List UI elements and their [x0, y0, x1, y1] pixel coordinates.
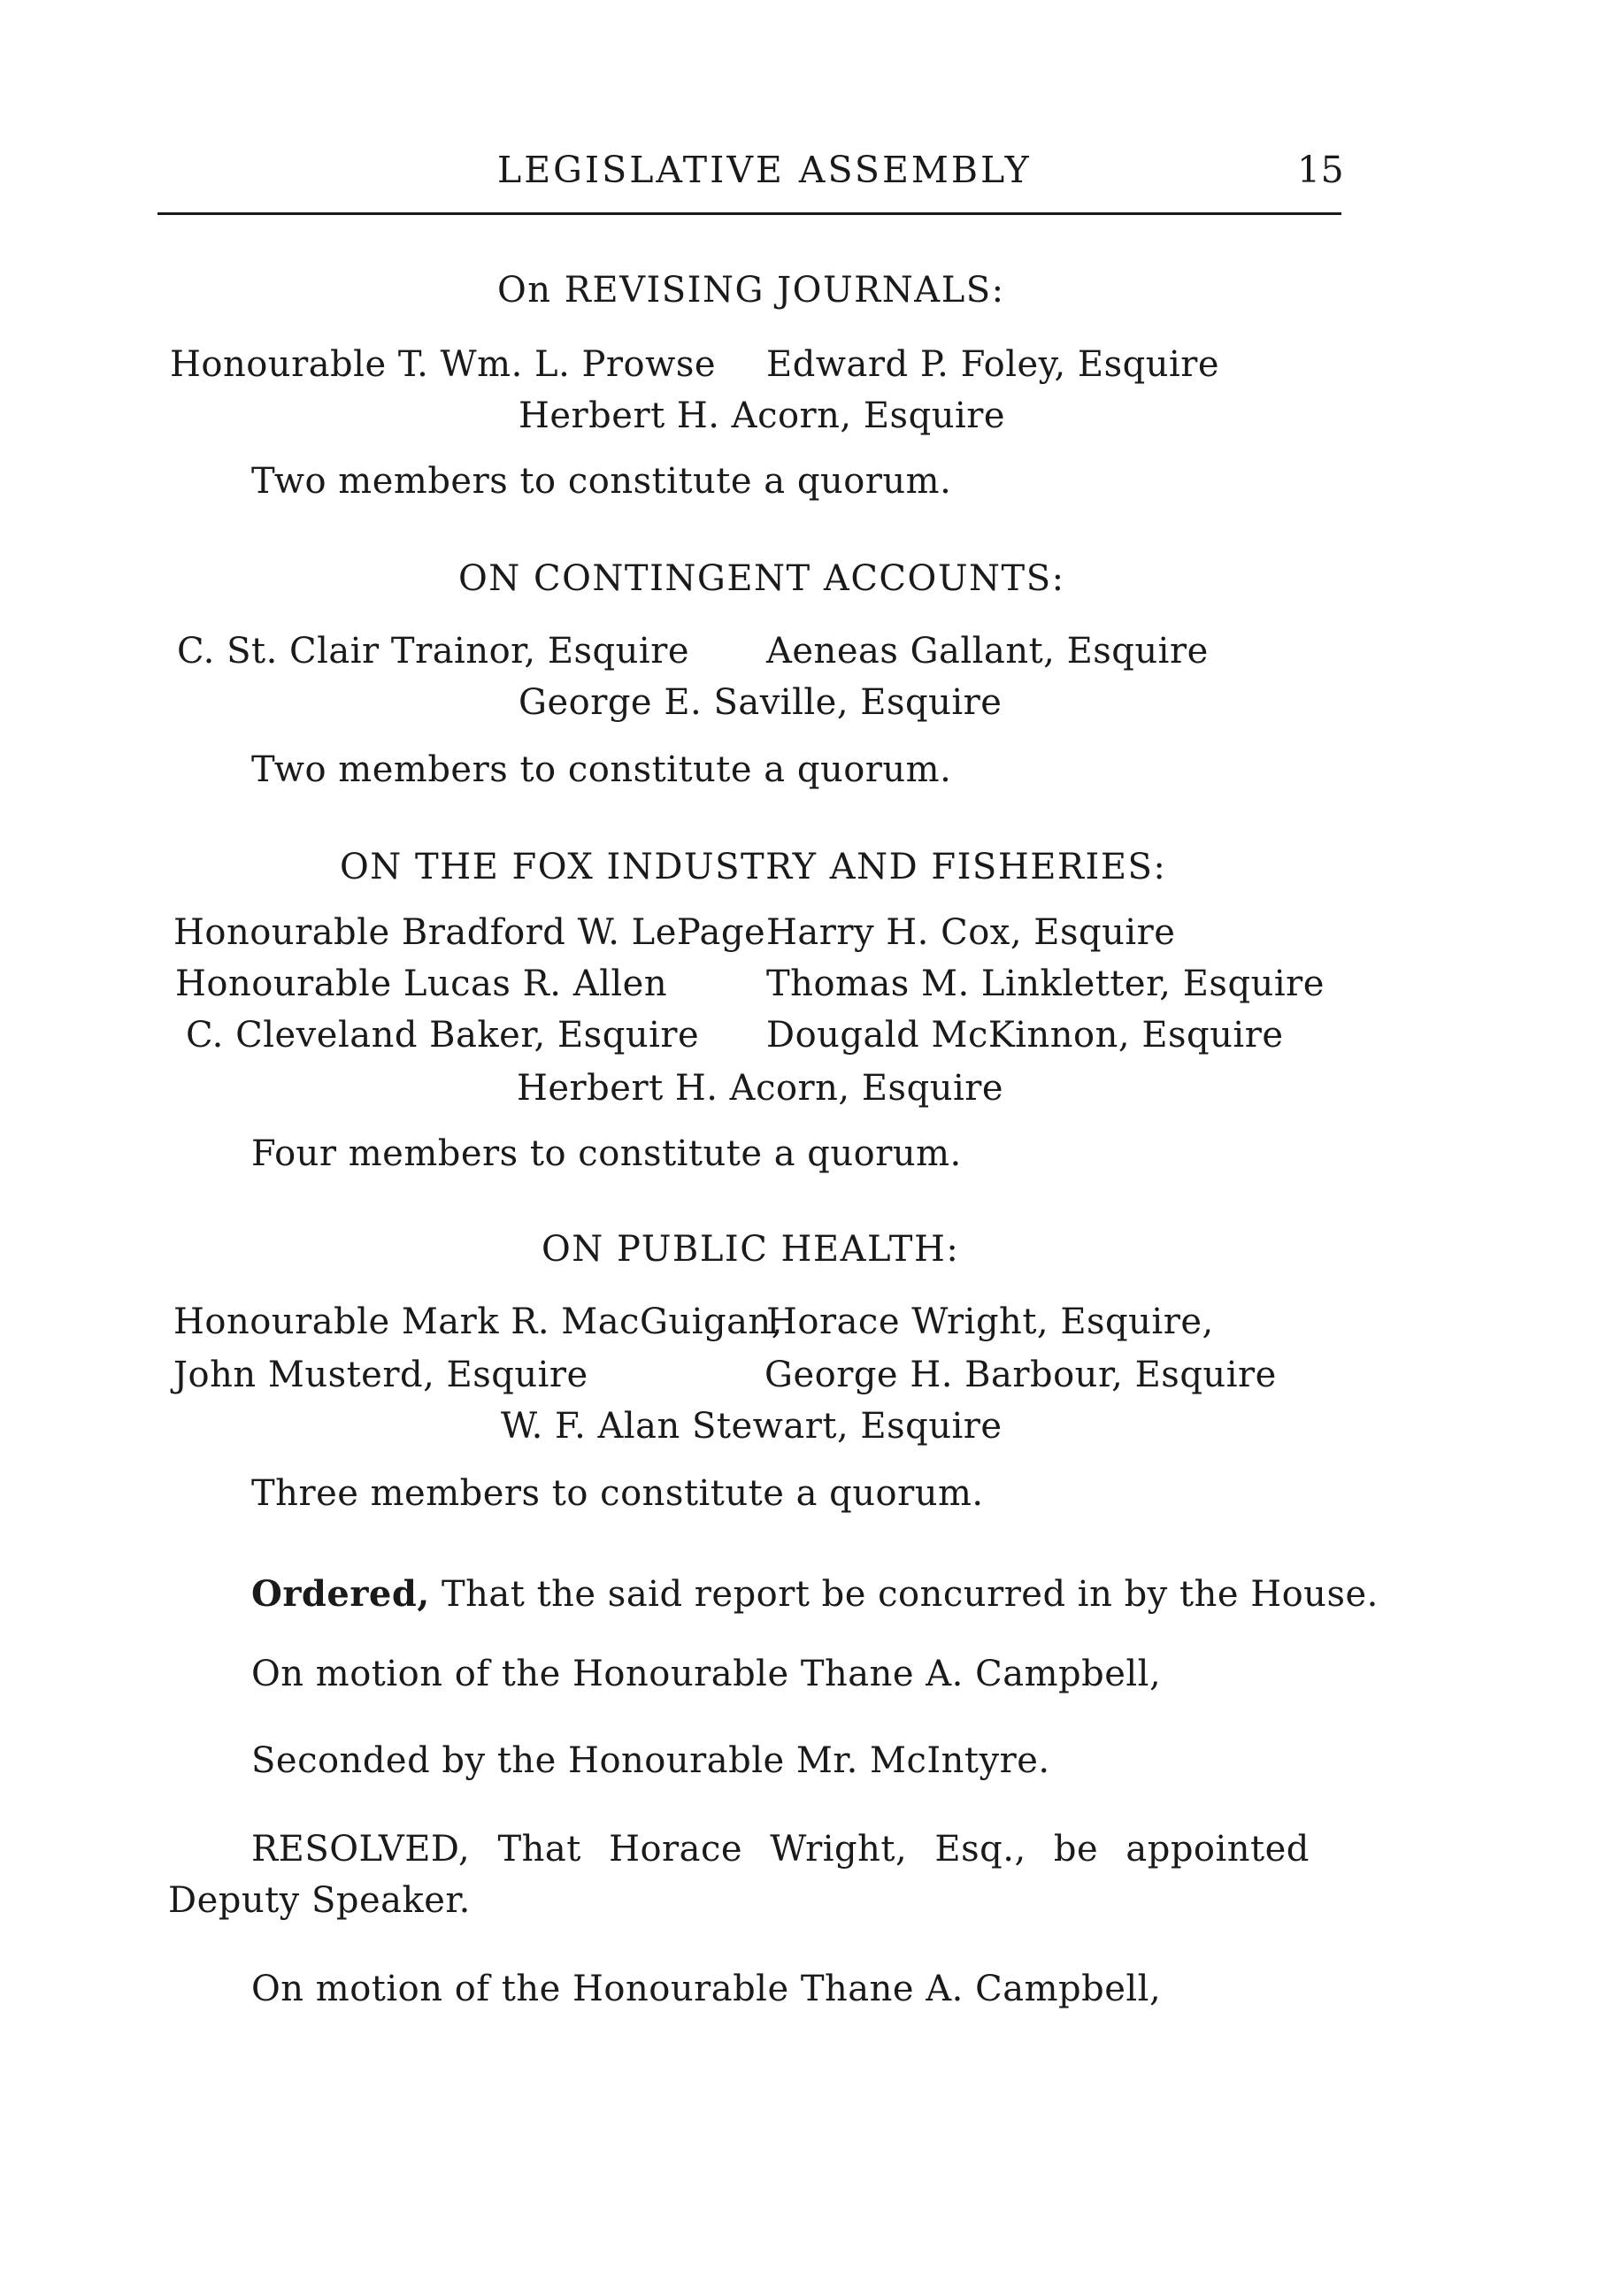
- member-name: Edward P. Foley, Esquire: [766, 344, 1220, 385]
- member-name: W. F. Alan Stewart, Esquire: [501, 1406, 1003, 1447]
- quorum-note: Two members to constitute a quorum.: [251, 749, 952, 790]
- member-name: Thomas M. Linkletter, Esquire: [766, 964, 1325, 1004]
- quorum-note: Three members to constitute a quorum.: [251, 1473, 984, 1514]
- member-name: C. St. Clair Trainor, Esquire: [177, 631, 690, 672]
- member-name: Dougald McKinnon, Esquire: [766, 1015, 1284, 1056]
- member-name: Horace Wright, Esquire,: [766, 1302, 1214, 1342]
- member-name: George E. Saville, Esquire: [519, 682, 1003, 723]
- member-name: Honourable Lucas R. Allen: [175, 964, 668, 1004]
- running-title: LEGISLATIVE ASSEMBLY: [497, 149, 1032, 191]
- member-name: Harry H. Cox, Esquire: [766, 912, 1176, 953]
- seconded-paragraph: Seconded by the Honourable Mr. McIntyre.: [251, 1740, 1050, 1781]
- resolved-paragraph-line-1: RESOLVED, That Horace Wright, Esq., be appointed: [251, 1829, 1310, 1870]
- quorum-note: Two members to constitute a quorum.: [251, 461, 952, 502]
- ordered-label: Ordered,: [251, 1573, 430, 1615]
- ordered-paragraph: [251, 1573, 1379, 1615]
- page-number: 15: [1297, 149, 1345, 191]
- resolved-paragraph-line-2: Deputy Speaker.: [168, 1880, 471, 1921]
- ordered-text: That the said report be concurred in by the House.: [441, 1574, 1379, 1615]
- member-name: George H. Barbour, Esquire: [764, 1355, 1277, 1395]
- member-name: Honourable Mark R. MacGuigan,: [173, 1302, 783, 1342]
- motion-paragraph: On motion of the Honourable Thane A. Campbell,: [251, 1654, 1162, 1694]
- member-name: C. Cleveland Baker, Esquire: [186, 1015, 700, 1056]
- member-name: Aeneas Gallant, Esquire: [766, 631, 1209, 672]
- member-name: Herbert H. Acorn, Esquire: [517, 1068, 1004, 1109]
- motion-paragraph: On motion of the Honourable Thane A. Campbell,: [251, 1969, 1162, 2009]
- quorum-note: Four members to constitute a quorum.: [251, 1133, 962, 1174]
- member-name: John Musterd, Esquire: [173, 1355, 588, 1395]
- committee-heading: On REVISING JOURNALS:: [497, 270, 1005, 311]
- header-rule: [157, 212, 1341, 215]
- committee-heading: ON CONTINGENT ACCOUNTS:: [458, 558, 1065, 599]
- member-name: Honourable Bradford W. LePage: [173, 912, 766, 953]
- member-name: Herbert H. Acorn, Esquire: [519, 395, 1006, 436]
- member-name: Honourable T. Wm. L. Prowse: [170, 344, 717, 385]
- committee-heading: ON PUBLIC HEALTH:: [542, 1229, 960, 1270]
- committee-heading: ON THE FOX INDUSTRY AND FISHERIES:: [340, 847, 1167, 887]
